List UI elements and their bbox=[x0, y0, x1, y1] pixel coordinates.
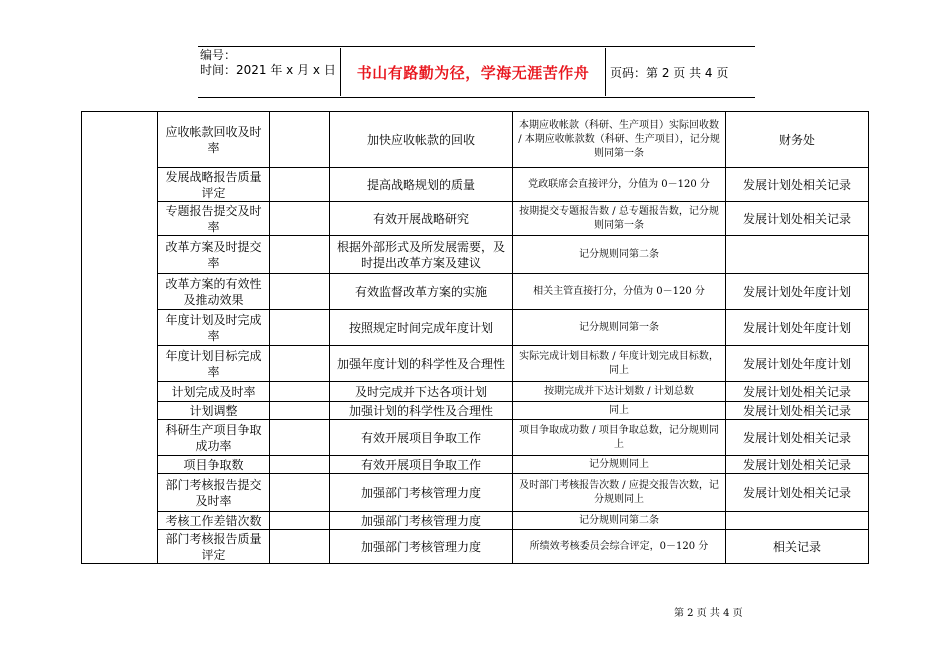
calculation-cell: 及时部门考核报告次数 / 应提交报告次数，记分规则同上 bbox=[513, 474, 726, 512]
table-row bbox=[82, 530, 869, 564]
data-source-cell: 发展计划处年度计划 bbox=[726, 274, 869, 310]
table-row bbox=[82, 512, 869, 530]
data-source-cell: 发展计划处相关记录 bbox=[726, 420, 869, 456]
weight-cell bbox=[270, 530, 330, 564]
purpose-cell: 加强部门考核管理力度 bbox=[330, 512, 513, 530]
table-row bbox=[82, 168, 869, 202]
data-source-cell bbox=[726, 236, 869, 274]
document-number: 编号： bbox=[200, 48, 237, 62]
weight-cell bbox=[270, 112, 330, 168]
indicator-cell: 发展战略报告质量评定 bbox=[158, 168, 270, 202]
calculation-cell: 同上 bbox=[513, 402, 726, 420]
purpose-cell: 加强部门考核管理力度 bbox=[330, 530, 513, 564]
purpose-cell: 提高战略规划的质量 bbox=[330, 168, 513, 202]
weight-cell bbox=[270, 346, 330, 382]
calculation-cell: 相关主管直接打分，分值为 0－120 分 bbox=[513, 274, 726, 310]
data-source-cell: 发展计划处相关记录 bbox=[726, 456, 869, 474]
page-footer: 第 2 页 共 4 页 bbox=[674, 608, 743, 619]
header-motto: 书山有路勤为径，学海无涯苦作舟 bbox=[340, 48, 606, 96]
calculation-cell: 实际完成计划目标数 / 年度计划完成目标数，同上 bbox=[513, 346, 726, 382]
calculation-cell: 项目争取成功数 / 项目争取总数，记分规则同上 bbox=[513, 420, 726, 456]
calculation-cell: 本期应收帐款（科研、生产项目）实际回收数 / 本期应收帐款数（科研、生产项目），记分规则同第一条 bbox=[513, 112, 726, 168]
indicator-cell: 改革方案及时提交率 bbox=[158, 236, 270, 274]
purpose-cell: 有效开展项目争取工作 bbox=[330, 420, 513, 456]
calculation-cell: 按期提交专题报告数 / 总专题报告数，记分规则同第一条 bbox=[513, 202, 726, 236]
indicator-cell: 计划调整 bbox=[158, 402, 270, 420]
indicator-cell: 考核工作差错次数 bbox=[158, 512, 270, 530]
category-cell bbox=[82, 112, 158, 564]
data-source-cell bbox=[726, 512, 869, 530]
header-meta bbox=[200, 48, 340, 78]
indicator-cell: 项目争取数 bbox=[158, 456, 270, 474]
data-source-cell: 发展计划处相关记录 bbox=[726, 202, 869, 236]
document-date: 时间：2021 年 x 月 x 日 bbox=[200, 63, 336, 77]
purpose-cell: 有效监督改革方案的实施 bbox=[330, 274, 513, 310]
calculation-cell: 按期完成并下达计划数 / 计划总数 bbox=[513, 382, 726, 402]
purpose-cell: 加快应收帐款的回收 bbox=[330, 112, 513, 168]
weight-cell bbox=[270, 456, 330, 474]
weight-cell bbox=[270, 474, 330, 512]
table-row bbox=[82, 310, 869, 346]
weight-cell bbox=[270, 274, 330, 310]
calculation-cell: 党政联席会直接评分，分值为 0－120 分 bbox=[513, 168, 726, 202]
purpose-cell: 有效开展战略研究 bbox=[330, 202, 513, 236]
table-row bbox=[82, 402, 869, 420]
calculation-cell: 记分规则同第二条 bbox=[513, 512, 726, 530]
purpose-cell: 加强年度计划的科学性及合理性 bbox=[330, 346, 513, 382]
weight-cell bbox=[270, 202, 330, 236]
table-row bbox=[82, 456, 869, 474]
weight-cell bbox=[270, 236, 330, 274]
header-page-number: 页码：第 2 页 共 4 页 bbox=[610, 66, 729, 80]
table-row bbox=[82, 346, 869, 382]
purpose-cell: 加强计划的科学性及合理性 bbox=[330, 402, 513, 420]
indicator-cell: 部门考核报告质量评定 bbox=[158, 530, 270, 564]
data-source-cell: 发展计划处年度计划 bbox=[726, 346, 869, 382]
indicator-cell: 改革方案的有效性及推动效果 bbox=[158, 274, 270, 310]
purpose-cell: 根据外部形式及所发展需要，及时提出改革方案及建议 bbox=[330, 236, 513, 274]
weight-cell bbox=[270, 512, 330, 530]
table-row bbox=[82, 274, 869, 310]
weight-cell bbox=[270, 420, 330, 456]
purpose-cell: 按照规定时间完成年度计划 bbox=[330, 310, 513, 346]
data-source-cell: 发展计划处相关记录 bbox=[726, 168, 869, 202]
weight-cell bbox=[270, 382, 330, 402]
data-source-cell: 相关记录 bbox=[726, 530, 869, 564]
purpose-cell: 及时完成并下达各项计划 bbox=[330, 382, 513, 402]
table-row bbox=[82, 236, 869, 274]
weight-cell bbox=[270, 402, 330, 420]
indicator-cell: 计划完成及时率 bbox=[158, 382, 270, 402]
indicator-cell: 年度计划及时完成率 bbox=[158, 310, 270, 346]
purpose-cell: 加强部门考核管理力度 bbox=[330, 474, 513, 512]
table-row bbox=[82, 420, 869, 456]
indicator-cell: 科研生产项目争取成功率 bbox=[158, 420, 270, 456]
table-row bbox=[82, 382, 869, 402]
indicator-cell: 年度计划目标完成率 bbox=[158, 346, 270, 382]
kpi-table bbox=[81, 111, 869, 564]
table-row bbox=[82, 474, 869, 512]
data-source-cell: 发展计划处年度计划 bbox=[726, 310, 869, 346]
indicator-cell: 部门考核报告提交及时率 bbox=[158, 474, 270, 512]
calculation-cell: 记分规则同第二条 bbox=[513, 236, 726, 274]
calculation-cell: 记分规则同第一条 bbox=[513, 310, 726, 346]
calculation-cell: 记分规则同上 bbox=[513, 456, 726, 474]
header-top-rule bbox=[198, 46, 755, 47]
weight-cell bbox=[270, 310, 330, 346]
data-source-cell: 发展计划处相关记录 bbox=[726, 382, 869, 402]
header-bottom-rule bbox=[198, 97, 755, 98]
calculation-cell: 所绩效考核委员会综合评定，0－120 分 bbox=[513, 530, 726, 564]
data-source-cell: 发展计划处相关记录 bbox=[726, 402, 869, 420]
data-source-cell: 财务处 bbox=[726, 112, 869, 168]
data-source-cell: 发展计划处相关记录 bbox=[726, 474, 869, 512]
table-row bbox=[82, 202, 869, 236]
purpose-cell: 有效开展项目争取工作 bbox=[330, 456, 513, 474]
table-row bbox=[82, 112, 869, 168]
indicator-cell: 专题报告提交及时率 bbox=[158, 202, 270, 236]
indicator-cell: 应收帐款回收及时率 bbox=[158, 112, 270, 168]
weight-cell bbox=[270, 168, 330, 202]
kpi-table-body bbox=[82, 112, 869, 564]
